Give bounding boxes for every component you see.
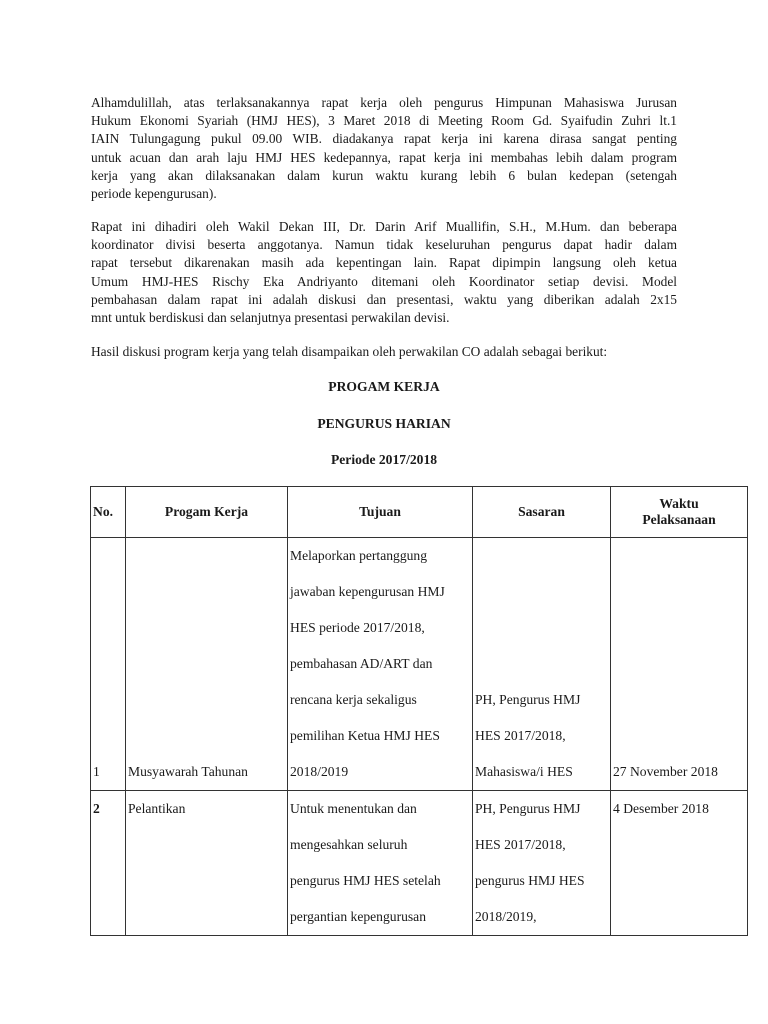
text-line: pembahasan dalam rapat ini adalah diskusi dan presentasi, waktu yang diberikan adalah 2x15 [91, 291, 677, 307]
sasaran-line: PH, Pengurus HMJ [475, 692, 581, 707]
cell-tujuan [288, 791, 473, 936]
cell-no: 1 [91, 538, 126, 791]
text-line: Hasil diskusi program kerja yang telah disampaikan oleh perwakilan CO adalah sebagai berikut: [91, 344, 608, 359]
table-row [91, 538, 748, 791]
text-line: mnt untuk berdiskusi dan selanjutnya presentasi perwakilan devisi. [91, 310, 450, 326]
text-line: Umum HMJ-HES Rischy Eka Andriyanto ditemani oleh Koordinator setiap devisi. Model [91, 273, 677, 289]
intro-paragraph-2 [91, 218, 677, 327]
text-line: rapat tersebut dikarenakan masih ada kepentingan lain. Rapat dipimpin langsung oleh ketua [91, 255, 677, 271]
tujuan-line: 2018/2019 [290, 764, 349, 779]
tujuan-line: pembahasan AD/ART dan [290, 656, 433, 671]
header-waktu-pelaksanaan [611, 487, 748, 538]
text-line: Alhamdulillah, atas terlaksanakannya rapat kerja oleh pengurus Himpunan Mahasiswa Jurusan [91, 95, 677, 110]
tujuan-line: mengesahkan seluruh [290, 837, 408, 852]
sasaran-line: HES 2017/2018, [475, 728, 566, 743]
text-line: untuk acuan dan arah laju HMJ HES kedepannya, rapat kerja ini membahas lebih dalam program [91, 149, 677, 165]
text-line: periode kepengurusan). [91, 186, 217, 202]
tujuan-line: HES periode 2017/2018, [290, 620, 425, 635]
header-tujuan: Tujuan [288, 487, 473, 538]
heading-periode: Periode 2017/2018 [330, 452, 438, 467]
tujuan-line: pemilihan Ketua HMJ HES [290, 728, 440, 743]
text-line: kerja yang akan dilaksanakan dalam kurun waktu kurang lebih 6 bulan kedepan (setengah [91, 167, 677, 183]
tujuan-line: rencana kerja sekaligus [290, 692, 417, 707]
cell-no: 2 [91, 791, 126, 936]
table-row [91, 791, 748, 936]
table-header-row [91, 487, 748, 538]
cell-waktu: 27 November 2018 [611, 538, 748, 791]
intro-paragraph-1 [91, 94, 677, 203]
heading-pengurus-harian: PENGURUS HARIAN [317, 416, 451, 431]
program-table [90, 486, 748, 936]
sasaran-line: 2018/2019, [475, 909, 537, 924]
header-waktu-line-2: Pelaksanaan [642, 512, 716, 527]
cell-progam-kerja: Pelantikan [126, 791, 288, 936]
header-progam-kerja: Progam Kerja [126, 487, 288, 538]
tujuan-line: jawaban kepengurusan HMJ [290, 584, 445, 599]
cell-sasaran [473, 791, 611, 936]
header-sasaran: Sasaran [473, 487, 611, 538]
text-line: IAIN Tulungagung pukul 09.00 WIB. diadakanya rapat kerja ini karena dirasa sangat penting [91, 131, 677, 147]
text-line: Rapat ini dihadiri oleh Wakil Dekan III, Dr. Darin Arif Muallifin, S.H., M.Hum. dan beberapa [91, 219, 677, 234]
tujuan-line: Melaporkan pertanggung [290, 548, 428, 563]
tujuan-line: Untuk menentukan dan [290, 801, 417, 816]
sasaran-line: PH, Pengurus HMJ [475, 801, 581, 816]
header-no: No. [91, 487, 126, 538]
header-waktu-line-1: Waktu [659, 496, 699, 511]
cell-sasaran [473, 538, 611, 791]
heading-progam-kerja: PROGAM KERJA [328, 379, 440, 394]
text-line: koordinator divisi beserta anggotanya. Namun tidak keseluruhan pengurus dapat hadir dalam [91, 237, 677, 253]
intro-paragraph-3 [91, 343, 677, 361]
sasaran-line: HES 2017/2018, [475, 837, 566, 852]
tujuan-line: pergantian kepengurusan [290, 909, 427, 924]
cell-waktu: 4 Desember 2018 [611, 791, 748, 936]
cell-tujuan [288, 538, 473, 791]
sasaran-line: Mahasiswa/i HES [475, 764, 573, 779]
text-line: Hukum Ekonomi Syariah (HMJ HES), 3 Maret 2018 di Meeting Room Gd. Syaifudin Zuhri lt.1 [91, 113, 677, 129]
sasaran-line: pengurus HMJ HES [475, 873, 585, 888]
cell-progam-kerja: Musyawarah Tahunan [126, 538, 288, 791]
tujuan-line: pengurus HMJ HES setelah [290, 873, 441, 888]
